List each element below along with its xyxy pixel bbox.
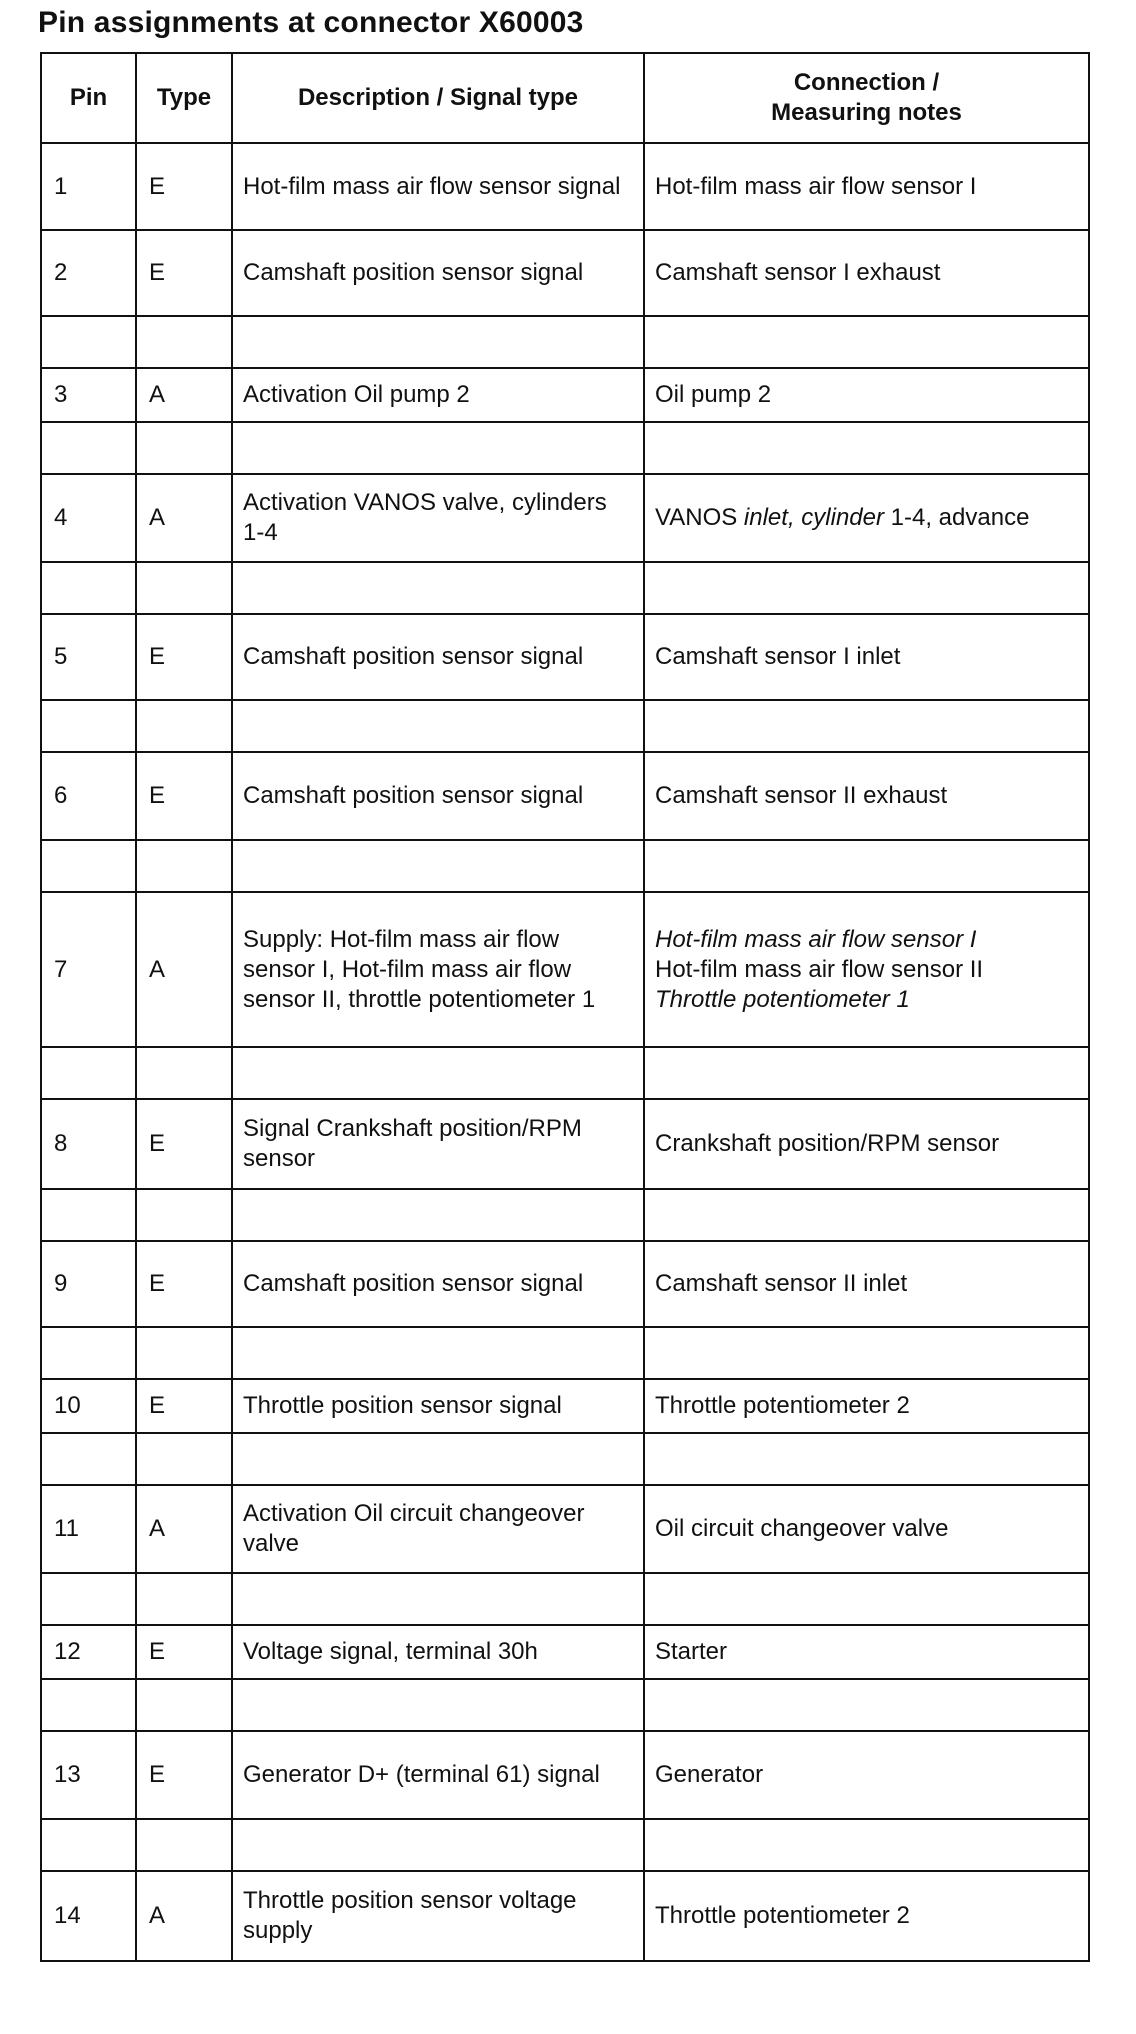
spacer-row xyxy=(41,1189,1089,1241)
description-cell: Generator D+ (terminal 61) signal xyxy=(232,1731,644,1819)
connection-cell: Throttle potentiometer 2 xyxy=(644,1379,1089,1433)
description-cell: Activation VANOS valve, cylinders 1-4 xyxy=(232,474,644,562)
connection-cell: Oil pump 2 xyxy=(644,368,1089,422)
description-cell: Throttle position sensor signal xyxy=(232,1379,644,1433)
connection-cell: Generator xyxy=(644,1731,1089,1819)
table-row xyxy=(41,892,1089,1047)
connection-cell: Oil circuit changeover valve xyxy=(644,1485,1089,1573)
description-cell: Camshaft position sensor signal xyxy=(232,614,644,700)
description-cell: Camshaft position sensor signal xyxy=(232,752,644,840)
pin-cell: 12 xyxy=(41,1625,136,1679)
connection-line: Hot-film mass air flow sensor II xyxy=(655,955,984,983)
connection-cell xyxy=(644,892,1089,1047)
table-row xyxy=(41,1485,1089,1573)
spacer-row xyxy=(41,316,1089,368)
table-row xyxy=(41,230,1089,316)
pin-cell: 7 xyxy=(41,892,136,1047)
pin-cell: 3 xyxy=(41,368,136,422)
connection-cell: Camshaft sensor II inlet xyxy=(644,1241,1089,1327)
type-cell: E xyxy=(136,1625,232,1679)
table-row xyxy=(41,1871,1089,1961)
type-cell: E xyxy=(136,614,232,700)
table-header-row xyxy=(41,53,1089,143)
connection-cell: Hot-film mass air flow sensor I xyxy=(644,143,1089,230)
table-row xyxy=(41,143,1089,230)
table-row xyxy=(41,1099,1089,1189)
spacer-row xyxy=(41,1679,1089,1731)
connection-line-italic: Hot-film mass air flow sensor I xyxy=(655,925,977,953)
type-cell: A xyxy=(136,1871,232,1961)
spacer-row xyxy=(41,562,1089,614)
table-row xyxy=(41,368,1089,422)
pin-cell: 5 xyxy=(41,614,136,700)
spacer-row xyxy=(41,422,1089,474)
pin-cell: 13 xyxy=(41,1731,136,1819)
description-cell: Throttle position sensor voltage supply xyxy=(232,1871,644,1961)
description-cell: Activation Oil circuit changeover valve xyxy=(232,1485,644,1573)
pin-cell: 8 xyxy=(41,1099,136,1189)
spacer-row xyxy=(41,1047,1089,1099)
type-cell: E xyxy=(136,230,232,316)
page-title: Pin assignments at connector X60003 xyxy=(38,6,584,39)
table-row xyxy=(41,1241,1089,1327)
table-row xyxy=(41,474,1089,562)
spacer-row xyxy=(41,700,1089,752)
pin-cell: 10 xyxy=(41,1379,136,1433)
type-cell: E xyxy=(136,1731,232,1819)
description-cell: Signal Crankshaft position/RPM sensor xyxy=(232,1099,644,1189)
type-cell: E xyxy=(136,752,232,840)
header-connection-line1: Connection / xyxy=(793,69,940,96)
spacer-row xyxy=(41,1573,1089,1625)
type-cell: E xyxy=(136,143,232,230)
header-connection xyxy=(644,53,1089,143)
pin-cell: 4 xyxy=(41,474,136,562)
pin-cell: 14 xyxy=(41,1871,136,1961)
connection-cell: Camshaft sensor I exhaust xyxy=(644,230,1089,316)
type-cell: A xyxy=(136,368,232,422)
pin-cell: 2 xyxy=(41,230,136,316)
table-row xyxy=(41,752,1089,840)
header-pin: Pin xyxy=(41,53,136,143)
description-cell: Activation Oil pump 2 xyxy=(232,368,644,422)
type-cell: E xyxy=(136,1379,232,1433)
pin-cell: 11 xyxy=(41,1485,136,1573)
type-cell: A xyxy=(136,474,232,562)
connection-cell xyxy=(644,474,1089,562)
description-cell: Hot-film mass air flow sensor signal xyxy=(232,143,644,230)
connection-text-part: VANOS xyxy=(655,504,744,531)
table-row xyxy=(41,1731,1089,1819)
type-cell: A xyxy=(136,892,232,1047)
pin-cell: 1 xyxy=(41,143,136,230)
spacer-row xyxy=(41,840,1089,892)
type-cell: A xyxy=(136,1485,232,1573)
type-cell: E xyxy=(136,1099,232,1189)
description-cell: Camshaft position sensor signal xyxy=(232,230,644,316)
description-cell: Camshaft position sensor signal xyxy=(232,1241,644,1327)
description-cell: Voltage signal, terminal 30h xyxy=(232,1625,644,1679)
type-cell: E xyxy=(136,1241,232,1327)
table-row xyxy=(41,1379,1089,1433)
connection-text-part: 1-4, advance xyxy=(883,504,1030,531)
connection-line-italic: Throttle potentiometer 1 xyxy=(655,985,910,1013)
spacer-row xyxy=(41,1819,1089,1871)
pin-cell: 6 xyxy=(41,752,136,840)
pin-cell: 9 xyxy=(41,1241,136,1327)
connection-cell: Crankshaft position/RPM sensor xyxy=(644,1099,1089,1189)
spacer-row xyxy=(41,1433,1089,1485)
connection-cell: Throttle potentiometer 2 xyxy=(644,1871,1089,1961)
spacer-row xyxy=(41,1327,1089,1379)
header-connection-line2: Measuring notes xyxy=(771,99,962,126)
connection-cell: Camshaft sensor II exhaust xyxy=(644,752,1089,840)
pin-assignment-table xyxy=(40,52,1090,1962)
table-row xyxy=(41,1625,1089,1679)
connection-cell: Starter xyxy=(644,1625,1089,1679)
connection-cell: Camshaft sensor I inlet xyxy=(644,614,1089,700)
description-cell: Supply: Hot-film mass air flow sensor I, Hot-film mass air flow sensor II, throttle potentiometer 1 xyxy=(232,892,644,1047)
header-type: Type xyxy=(136,53,232,143)
connection-text-part-italic: inlet, cylinder xyxy=(743,504,884,531)
header-description: Description / Signal type xyxy=(232,53,644,143)
table-row xyxy=(41,614,1089,700)
